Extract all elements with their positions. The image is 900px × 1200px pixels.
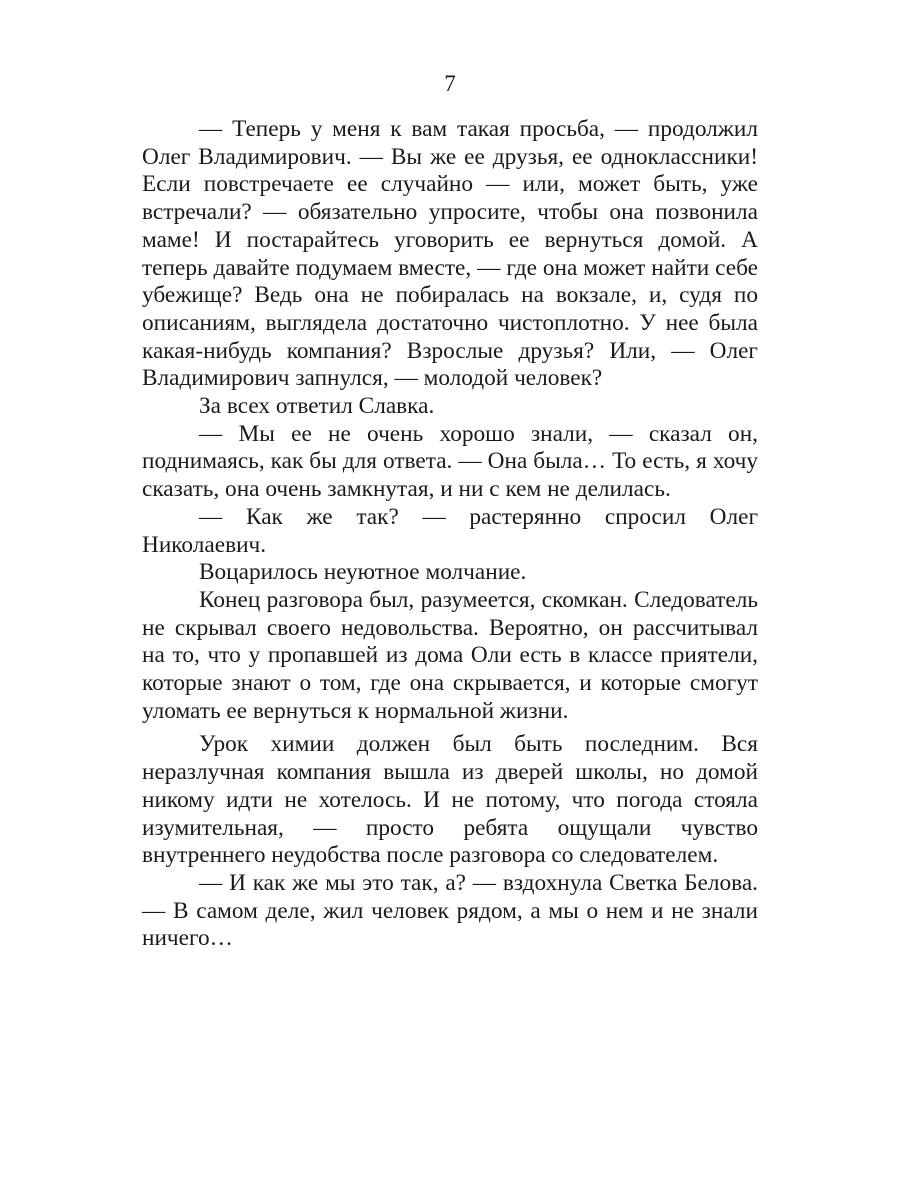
paragraph: — Как же так? — растерянно спросил Олег Николаевич. bbox=[142, 503, 758, 558]
paragraph: — И как же мы это так, а? — вздохнула Светка Белова. — В самом деле, жил человек рядом, а мы о нем и не знали ничего… bbox=[142, 869, 758, 952]
body-text bbox=[142, 116, 758, 953]
paragraph: — Теперь у меня к вам такая просьба, — продолжил Олег Владимирович. — Вы же ее друзья, ее одноклассники! Если повстречаете ее случайно — или, может быть, уже встречали? — обязательно упросите, чтобы она позвонила маме! И постарайтесь уговорить ее вернуться домой. А теперь давайте подумаем вместе, — где она может найти себе убежище? Ведь она не побиралась на вокзале, и, судя по описаниям, выглядела достаточно чистоплотно. У нее была какая-нибудь компания? Взрослые друзья? Или, — Олег Владимирович запнулся, — молодой человек? bbox=[142, 116, 758, 392]
paragraph: Урок химии должен был быть последним. Вся неразлучная компания вышла из дверей школы, но домой никому идти не хотелось. И не потому, что погода стояла изумительная, — просто ребята ощущали чувство внутреннего неудобства после разговора со следователем. bbox=[142, 731, 758, 869]
paragraph: Воцарилось неуютное молчание. bbox=[199, 559, 527, 586]
paragraph: — Мы ее не очень хорошо знали, — сказал он, поднимаясь, как бы для ответа. — Она была… То есть, я хочу сказать, она очень замкнутая, и ни с кем не делилась. bbox=[142, 420, 758, 503]
paragraph: Конец разговора был, разумеется, скомкан. Следователь не скрывал своего недовольства. Вероятно, он рассчитывал на то, что у пропавшей из дома Оли есть в классе приятели, которые знают о том, где она скрывается, и которые смогут уломать ее вернуться к нормальной жизни. bbox=[142, 586, 758, 724]
page-number: 7 bbox=[444, 71, 456, 96]
paragraph: За всех ответил Славка. bbox=[199, 393, 435, 420]
